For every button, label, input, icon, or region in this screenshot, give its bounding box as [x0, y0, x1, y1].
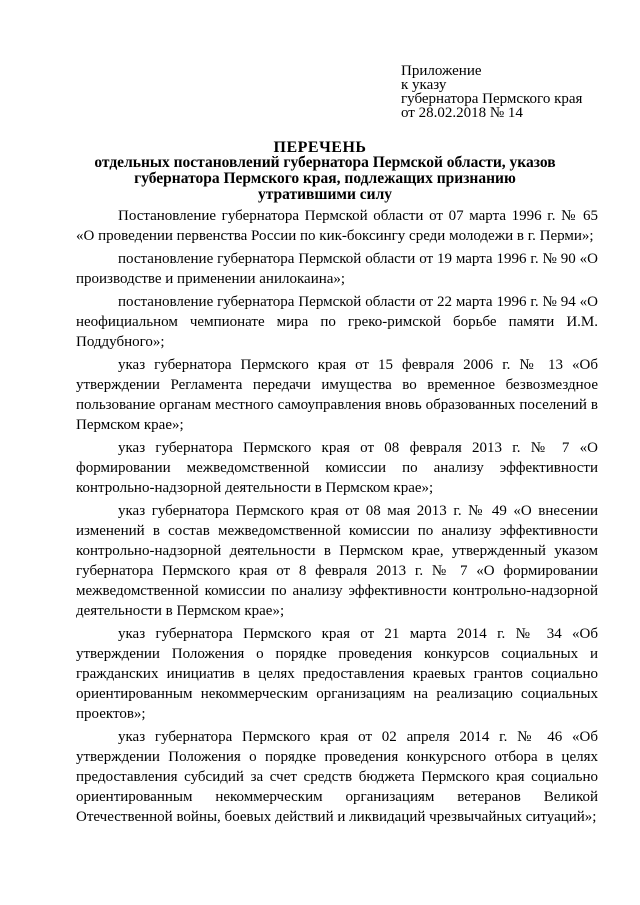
subtitle-line-1: отдельных постановлений губернатора Пермской области, указов — [94, 154, 556, 171]
list-item: постановление губернатора Пермской области от 19 марта 1996 г. № 90 «О производстве и применении анилокаина»; — [76, 251, 598, 287]
list-item: указ губернатора Пермского края от 02 апреля 2014 г. № 46 «Об утверждении Положения о порядке проведения конкурсного отбора в целях предоставления субсидий за счет средств бюджета Пермского края социально ориентированным некоммерческим организациям ветеранов Великой Отечественной войны, боевых действий и ликвидаций чрезвычайных ситуаций»; — [76, 729, 598, 825]
appendix-header — [401, 64, 621, 120]
list-item: Постановление губернатора Пермской области от 07 марта 1996 г. № 65 «О проведении первенства России по кик-боксингу среди молодежи в г. Перми»; — [76, 208, 598, 244]
list-item: постановление губернатора Пермской области от 22 марта 1996 г. № 94 «О неофициальном чемпионате мира по греко-римской борьбе памяти И.М. Поддубного»; — [76, 294, 598, 350]
appendix-line-3: губернатора Пермского края — [401, 91, 583, 107]
subtitle-line-2: губернатора Пермского края, подлежащих признанию утратившими силу — [134, 170, 516, 203]
list-item: указ губернатора Пермского края от 15 февраля 2006 г. № 13 «Об утверждении Регламента передачи имущества во временное безвозмездное пользование органам местного самоуправления вновь образованных поселений в Пермском крае»; — [76, 357, 598, 433]
list-item: указ губернатора Пермского края от 21 марта 2014 г. № 34 «Об утверждении Положения о порядке проведения конкурсов социальных и гражданских инициатив в целях предоставления краевых грантов социально ориентированным некоммерческим организациям на реализацию социальных проектов»; — [76, 626, 598, 722]
appendix-line-1: Приложение — [401, 63, 482, 79]
appendix-line-2: к указу — [401, 77, 447, 93]
document-title: ПЕРЕЧЕНЬ — [273, 139, 367, 156]
list-item: указ губернатора Пермского края от 08 мая 2013 г. № 49 «О внесении изменений в состав межведомственной комиссии по анализу эффективности контрольно-надзорной деятельности в Пермском крае, утвержденный указом губернатора Пермского края от 8 февраля 2013 г. № 7 «О формировании межведомственной комиссии по анализу эффективности контрольно-надзорной деятельности в Пермском крае»; — [76, 503, 598, 619]
appendix-line-4: от 28.02.2018 № 14 — [401, 105, 523, 121]
list-item: указ губернатора Пермского края от 08 февраля 2013 г. № 7 «О формировании межведомственной комиссии по анализу эффективности контрольно-надзорной деятельности в Пермском крае»; — [76, 440, 598, 496]
acts-list — [76, 206, 598, 830]
document-subtitle — [90, 155, 560, 203]
